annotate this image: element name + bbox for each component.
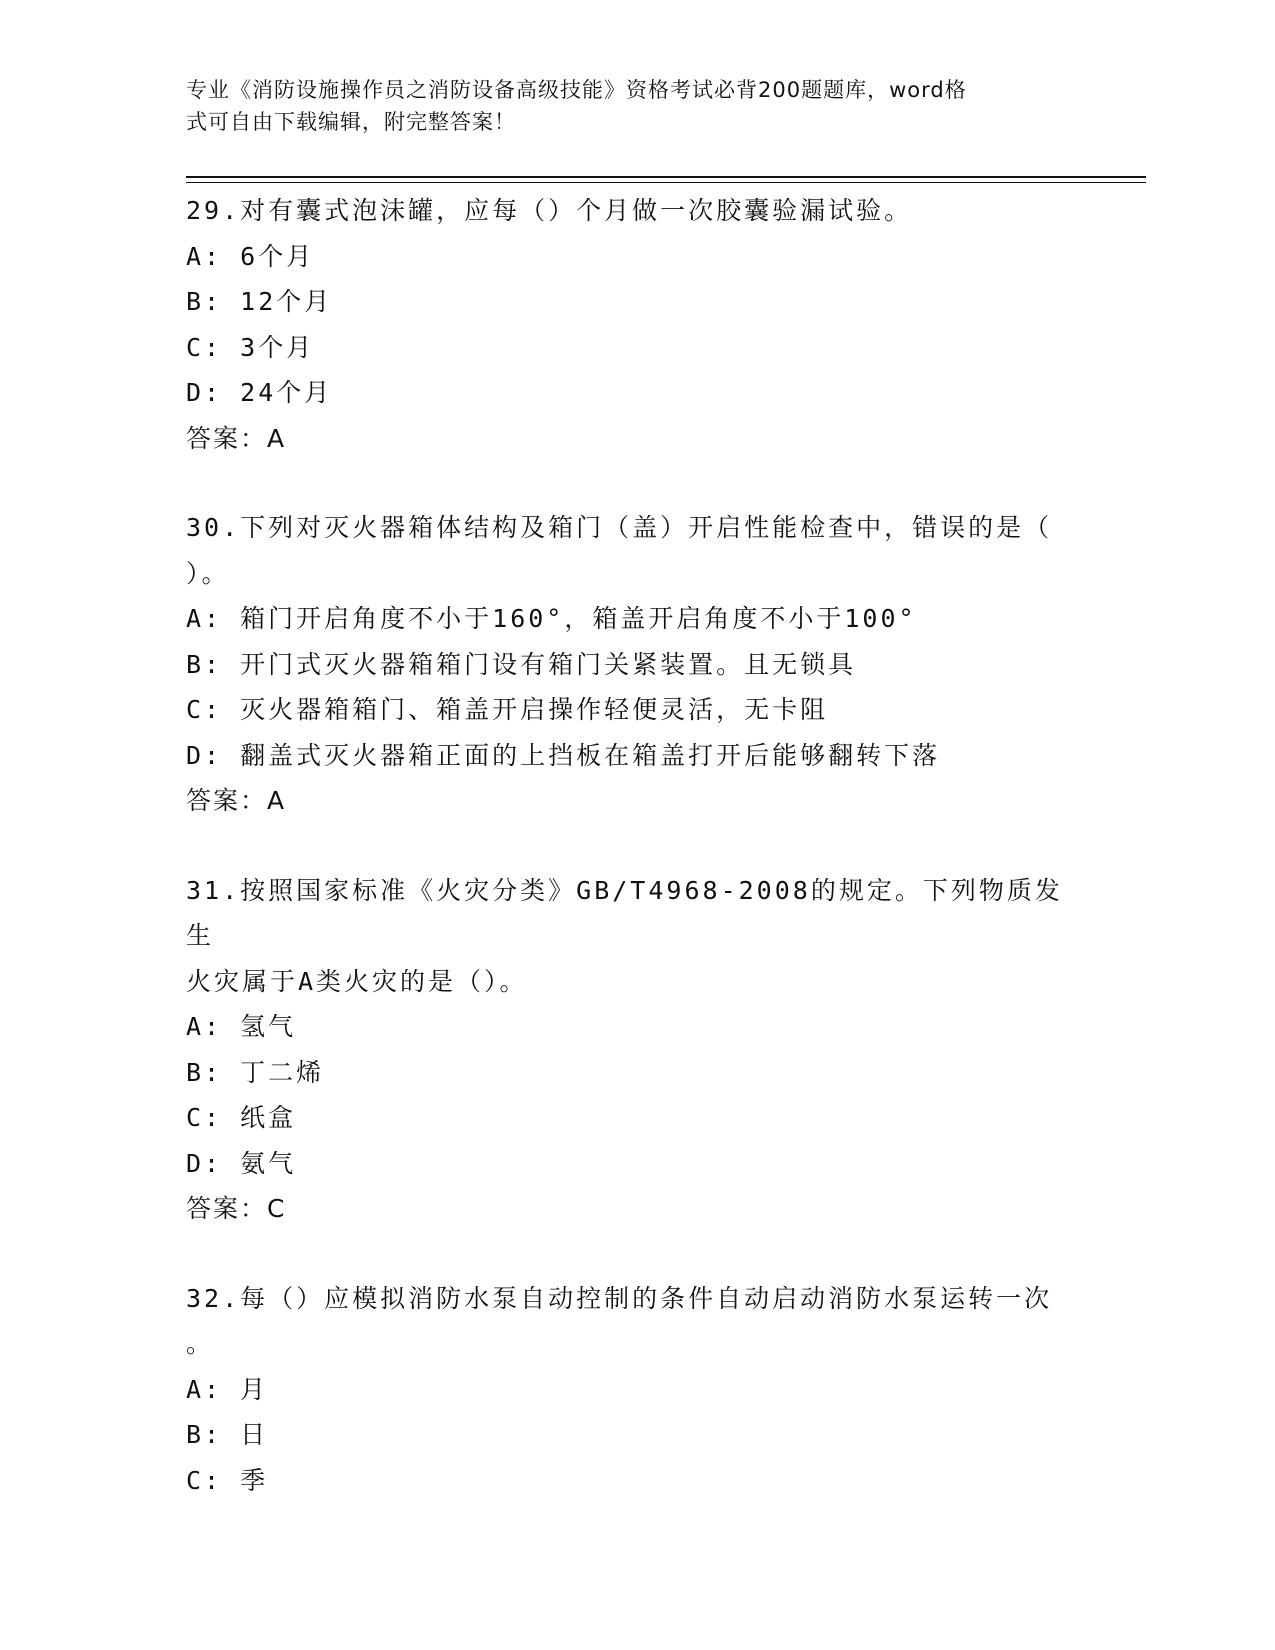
question-stem-line: ）。 xyxy=(186,558,230,588)
option-a: A: 6个月 xyxy=(186,241,315,271)
option-c: C: 纸盒 xyxy=(186,1103,297,1132)
question-stem-line: 。 xyxy=(186,1329,215,1358)
option-b: B: 丁二烯 xyxy=(186,1057,325,1087)
option-b: B: 12个月 xyxy=(186,287,333,316)
question-stem-line: 32.每（）应模拟消防水泵自动控制的条件自动启动消防水泵运转一次 xyxy=(186,1283,1053,1313)
option-c: C: 3个月 xyxy=(186,332,315,362)
header-divider-thin xyxy=(186,182,1146,183)
question-stem-line: 31.按照国家标准《火灾分类》GB/T4968-2008的规定。下列物质发生 xyxy=(186,875,1063,950)
question-29 xyxy=(186,188,1066,461)
answer-line: 答案：A xyxy=(186,423,287,453)
option-a: A: 氢气 xyxy=(186,1012,297,1041)
option-c: C: 季 xyxy=(186,1465,269,1495)
question-30 xyxy=(186,505,1066,824)
option-d: D: 24个月 xyxy=(186,378,333,407)
question-31 xyxy=(186,868,1066,1232)
option-b: B: 开门式灭火器箱箱门设有箱门关紧装置。且无锁具 xyxy=(186,649,857,679)
answer-line: 答案：A xyxy=(186,786,287,815)
header-line-2: 式可自由下载编辑，附完整答案！ xyxy=(186,110,516,134)
question-stem-line: 29.对有囊式泡沫罐，应每（）个月做一次胶囊验漏试验。 xyxy=(186,196,913,225)
question-32 xyxy=(186,1276,1066,1504)
option-b: B: 日 xyxy=(186,1420,269,1449)
question-stem-line: 火灾属于A类火灾的是（）。 xyxy=(186,966,528,996)
question-list xyxy=(186,188,1066,1547)
option-c: C: 灭火器箱箱门、箱盖开启操作轻便灵活，无卡阻 xyxy=(186,695,829,724)
option-a: A: 箱门开启角度不小于160°，箱盖开启角度不小于100° xyxy=(186,604,917,633)
option-d: D: 氨气 xyxy=(186,1148,297,1178)
header-line-1: 专业《消防设施操作员之消防设备高级技能》资格考试必背200题题库，word格 xyxy=(186,78,967,102)
answer-line: 答案：C xyxy=(186,1194,287,1223)
document-header xyxy=(186,74,1066,138)
option-a: A: 月 xyxy=(186,1374,269,1404)
question-stem-line: 30.下列对灭火器箱体结构及箱门（盖）开启性能检查中，错误的是（ xyxy=(186,513,1053,542)
header-divider-thick xyxy=(186,176,1146,178)
option-d: D: 翻盖式灭火器箱正面的上挡板在箱盖打开后能够翻转下落 xyxy=(186,740,941,770)
